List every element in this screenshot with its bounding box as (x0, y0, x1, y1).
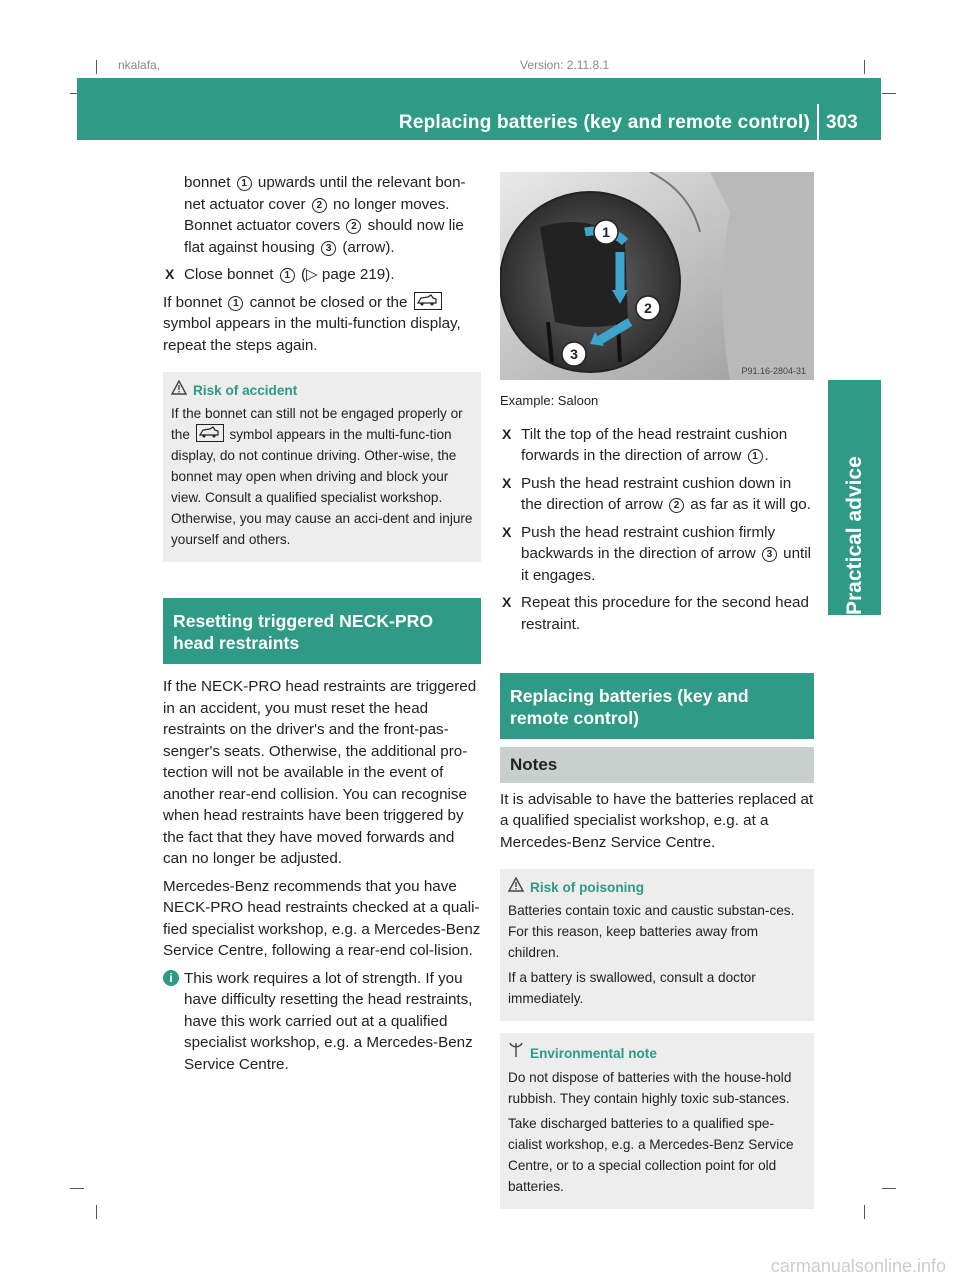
warning-box-poisoning (500, 869, 814, 1021)
crop-mark (864, 60, 865, 74)
meta-version: Version: 2.11.8.1 (520, 58, 610, 72)
right-column (500, 172, 814, 1209)
environment-note-box (500, 1033, 814, 1209)
step-close-bonnet: X Close bonnet 1 (▷ page 219). (163, 264, 481, 286)
step-marker: X (502, 523, 512, 540)
warning-triangle-icon (171, 380, 193, 401)
crop-mark (96, 60, 97, 74)
poison-text-2: If a battery is swallowed, consult a doctor immediately. (508, 970, 756, 1006)
step-push-down: X Push the head restraint cushion down in the direction of arrow 2 as far as it will go. (502, 474, 811, 513)
warning-box-accident (163, 372, 481, 562)
callout-number: 1 (280, 268, 295, 283)
page-title: Replacing batteries (key and remote control) (398, 112, 810, 133)
repeat-paragraph: If bonnet 1 cannot be closed or the symbol appears in the multi-function display, repeat the steps again. (163, 293, 461, 354)
photo-callout-2: 2 (644, 300, 652, 316)
callout-number: 1 (228, 296, 243, 311)
section-heading-batteries: Replacing batteries (key and remote control) (500, 673, 814, 739)
step-tilt: X Tilt the top of the head restraint cushion forwards in the direction of arrow 1 . (502, 425, 788, 464)
neck-pro-paragraph-1: If the NECK-PRO head restraints are triggered in an accident, you must reset the head restraints on the driver's and the front-pas-senger's seats. Otherwise, the additional pro-tection will not be available in the event of another rear-end collision. You can recognise when head restraints have been triggered by the fact that they have moved forwards and can no longer be adjusted. (163, 678, 477, 867)
side-tab-label: Practical advice (842, 456, 866, 615)
info-icon: i (163, 970, 179, 986)
crop-mark (70, 1188, 84, 1189)
warning-triangle-icon (508, 877, 530, 898)
crop-mark (882, 1188, 896, 1189)
crop-mark (864, 1205, 865, 1219)
info-note: i This work requires a lot of strength. If you have difficulty resetting the head restraints, have this work carried out at a qualified specialist workshop, e.g. a Mercedes-Benz Service Centre. (163, 968, 481, 1076)
section-heading-neck-pro: Resetting triggered NECK-PRO head restraints (163, 598, 481, 664)
header-divider (817, 104, 819, 140)
step-repeat: X Repeat this procedure for the second head restraint. (502, 594, 809, 633)
environment-note-icon (508, 1041, 530, 1065)
left-column (163, 172, 481, 1075)
photo-callout-3: 3 (570, 346, 578, 362)
neck-pro-paragraph-2: Mercedes-Benz recommends that you have NECK-PRO head restraints checked at a quali-fied specialist workshop, e.g. a Mercedes-Benz Service Centre, following a rear-end col-lision. (163, 877, 481, 959)
callout-number: 3 (762, 547, 777, 562)
step-push-back: X Push the head restraint cushion firmly backwards in the direction of arrow 3 until it engages. (502, 523, 811, 584)
step-marker: X (502, 474, 512, 491)
photo-caption: Example: Saloon (500, 393, 599, 408)
env-header: Environmental note (508, 1041, 806, 1065)
env-text-1: Do not dispose of batteries with the house-hold rubbish. They contain highly toxic sub-stances. (508, 1070, 792, 1106)
page-reference-link[interactable]: (▷ page 219). (296, 266, 395, 283)
step-marker: X (165, 266, 175, 282)
step-marker: X (502, 425, 512, 442)
crop-mark (882, 93, 896, 94)
page-number: 303 (826, 112, 858, 133)
head-restraint-photo (500, 172, 814, 380)
crop-mark (96, 1205, 97, 1219)
callout-number: 2 (346, 219, 361, 234)
callout-number: 3 (321, 241, 336, 256)
bonnet-open-car-icon (414, 292, 442, 310)
warning-text: If the bonnet can still not be engaged properly or the symbol appears in the multi-func-tion display, do not continue driving. Other-wise, the bonnet may open when driving and block your view. Consult a qualified specialist workshop. Otherwise, you may cause an acci-dent and injure yourself and others. (171, 406, 473, 547)
step-marker: X (502, 594, 512, 610)
notes-paragraph: It is advisable to have the batteries replaced at a qualified specialist workshop, e.g. at a Mercedes-Benz Service Centre. (500, 790, 814, 851)
callout-number: 1 (237, 176, 252, 191)
callout-number: 1 (748, 449, 763, 464)
warning-header: Risk of accident (171, 380, 473, 401)
footer-watermark: carmanualsonline.info (770, 1256, 946, 1276)
meta-author: nkalafa, (118, 58, 161, 72)
env-text-2: Take discharged batteries to a qualified spe-cialist workshop, e.g. a Mercedes-Benz Service Centre, or to a special collection point for old batteries. (508, 1116, 794, 1194)
photo-callout-1: 1 (602, 224, 610, 240)
callout-number: 2 (669, 498, 684, 513)
callout-number: 2 (312, 198, 327, 213)
subheading-notes: Notes (500, 747, 814, 783)
poison-text-1: Batteries contain toxic and caustic substan-ces. For this reason, keep batteries away from children. (508, 903, 795, 960)
photo-code: P91.16-2804-31 (741, 366, 806, 376)
intro-paragraph: bonnet 1 upwards until the relevant bon-net actuator cover 2 no longer moves. Bonnet actuator covers 2 should now lie flat against housing 3 (arrow). (184, 174, 466, 256)
warning-header: Risk of poisoning (508, 877, 806, 898)
bonnet-open-car-icon (196, 424, 224, 442)
